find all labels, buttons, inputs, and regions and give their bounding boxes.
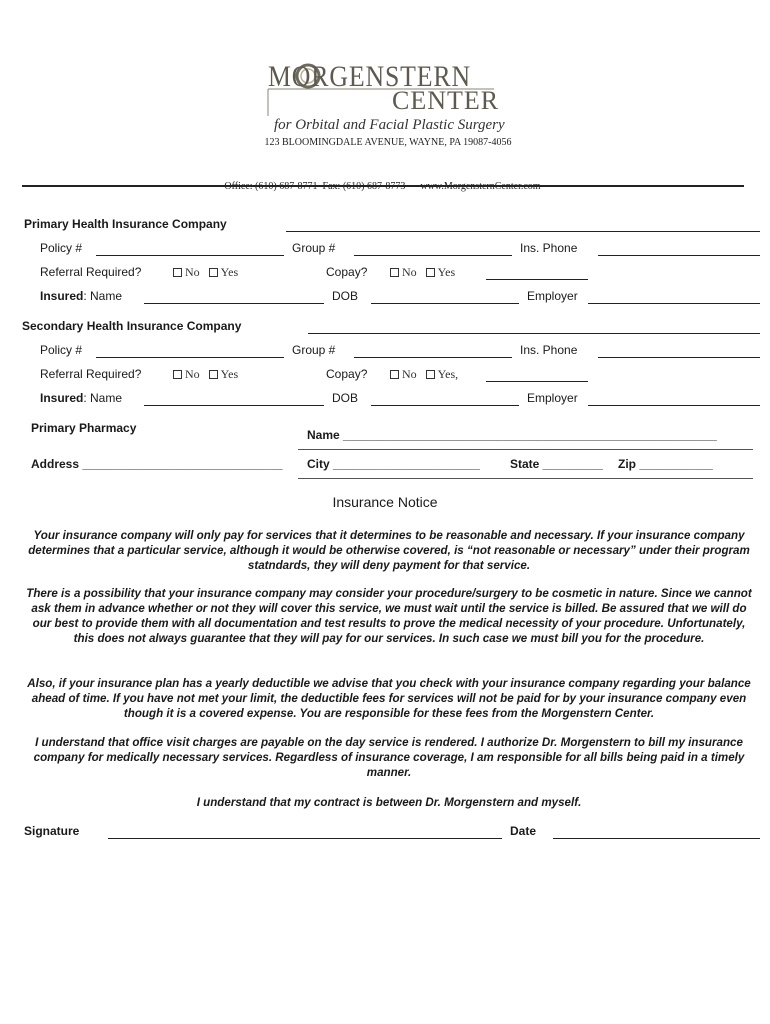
primary-copay-label: Copay? <box>326 265 368 279</box>
secondary-referral-options <box>173 367 244 382</box>
secondary-copay-yes[interactable] <box>426 367 458 381</box>
pharmacy-city-field[interactable]: City ______________________ <box>307 457 480 471</box>
logo <box>262 58 507 148</box>
primary-referral-yes[interactable] <box>209 265 238 279</box>
checkbox[interactable] <box>173 268 182 277</box>
logo-top-text: MORGENSTERN <box>268 60 471 93</box>
primary-employer-field[interactable] <box>588 303 760 304</box>
secondary-copay-options <box>390 367 464 382</box>
secondary-referral-label: Referral Required? <box>40 367 142 381</box>
secondary-dob-field[interactable] <box>371 405 519 406</box>
pharmacy-address-field[interactable]: Address ______________________________ <box>31 457 283 471</box>
secondary-group-field[interactable] <box>354 357 512 358</box>
tagline: for Orbital and Facial Plastic Surgery <box>274 117 505 133</box>
notice-paragraph-5: I understand that my contract is between Dr. Morgenstern and myself. <box>196 796 582 809</box>
checkbox[interactable] <box>173 370 182 379</box>
option-label: Yes <box>437 265 456 279</box>
date-label: Date <box>510 824 537 838</box>
primary-phone-label: Ins. Phone <box>520 241 578 255</box>
primary-copay-no[interactable] <box>390 265 417 279</box>
primary-group-label: Group # <box>292 241 336 255</box>
secondary-copay-field[interactable] <box>486 381 588 382</box>
option-label: Yes <box>220 367 239 381</box>
secondary-copay-label: Copay? <box>326 367 368 381</box>
date-field[interactable] <box>553 838 760 839</box>
contact-line: Office: (610) 687-8771 Fax: (610) 687-8773 www.MorgensternCenter.com <box>224 181 541 192</box>
option-label: No <box>185 367 200 381</box>
secondary-referral-no[interactable] <box>173 367 200 381</box>
primary-policy-field[interactable] <box>96 255 284 256</box>
insured-bold: Insured <box>40 289 84 303</box>
secondary-group-label: Group # <box>292 343 336 357</box>
option-label: Yes <box>220 265 239 279</box>
notice-paragraph-1: Your insurance company will only pay for services that it determines to be reasonable and necessary. If your insurance company determines that a particular service, although it would be otherwise covered, is “not reasonable or necessary” under their program statndards, they will deny payment for that service. <box>28 529 750 572</box>
checkbox[interactable] <box>426 370 435 379</box>
checkbox[interactable] <box>426 268 435 277</box>
secondary-employer-label: Employer <box>527 391 578 405</box>
primary-group-field[interactable] <box>354 255 512 256</box>
secondary-dob-label: DOB <box>332 391 359 405</box>
secondary-phone-field[interactable] <box>598 357 760 358</box>
primary-employer-label: Employer <box>527 289 578 303</box>
checkbox[interactable] <box>209 268 218 277</box>
insured-rest: : Name <box>83 289 123 303</box>
signature-label: Signature <box>24 824 80 838</box>
insured-bold: Insured <box>40 391 84 405</box>
secondary-insured-name-field[interactable] <box>144 405 324 406</box>
insured-rest: : Name <box>83 391 123 405</box>
pharmacy-address-rule <box>298 478 753 479</box>
primary-referral-label: Referral Required? <box>40 265 142 279</box>
primary-phone-field[interactable] <box>598 255 760 256</box>
signature-field[interactable] <box>108 838 502 839</box>
pharmacy-state-field[interactable]: State _________ <box>510 457 603 471</box>
secondary-policy-field[interactable] <box>96 357 284 358</box>
address-line: 123 BLOOMINGDALE AVENUE, WAYNE, PA 19087-4056 <box>264 137 512 148</box>
secondary-referral-yes[interactable] <box>209 367 238 381</box>
notice-paragraph-4: I understand that office visit charges are payable on the day service is rendered. I authorize Dr. Morgenstern to bill my insurance company for medically necessary services. Regardless of insurance coverage, I am responsible for all bills being paid in a timely manner. <box>33 736 745 779</box>
option-label: No <box>402 265 417 279</box>
primary-copay-yes[interactable] <box>426 265 455 279</box>
primary-insured-name-field[interactable] <box>144 303 324 304</box>
option-label: Yes, <box>437 367 459 381</box>
notice-paragraph-2: There is a possibility that your insurance company may consider your procedure/surgery to be cosmetic in nature. Since we cannot ask them in advance whether or not they will cover this service, we must wait until the service is billed. Be assured that we will do our best to provide them with all documentation and test results to prove the medical necessity of your procedure. Unfortunately, this does not always guarantee that they will pay for our services. In such case we must bill you for the procedure. <box>26 587 752 645</box>
primary-insured-label <box>40 289 122 303</box>
primary-copay-options <box>390 265 461 280</box>
secondary-policy-label: Policy # <box>40 343 83 357</box>
primary-referral-options <box>173 265 244 280</box>
primary-dob-field[interactable] <box>371 303 519 304</box>
pharmacy-name-field[interactable]: Name ________________________________________________________ <box>307 428 717 442</box>
primary-copay-field[interactable] <box>486 279 588 280</box>
pharmacy-name-rule <box>298 449 753 450</box>
notice-title: Insurance Notice <box>332 494 438 510</box>
pharmacy-title: Primary Pharmacy <box>31 421 137 435</box>
secondary-copay-no[interactable] <box>390 367 417 381</box>
primary-title: Primary Health Insurance Company <box>24 217 227 231</box>
secondary-insured-label <box>40 391 122 405</box>
checkbox[interactable] <box>390 370 399 379</box>
header-divider <box>22 185 744 187</box>
option-label: No <box>185 265 200 279</box>
secondary-title: Secondary Health Insurance Company <box>22 319 242 333</box>
primary-company-field[interactable] <box>286 231 760 232</box>
primary-policy-label: Policy # <box>40 241 83 255</box>
secondary-employer-field[interactable] <box>588 405 760 406</box>
checkbox[interactable] <box>209 370 218 379</box>
option-label: No <box>402 367 417 381</box>
primary-referral-no[interactable] <box>173 265 200 279</box>
secondary-phone-label: Ins. Phone <box>520 343 578 357</box>
notice-paragraph-3: Also, if your insurance plan has a yearly deductible we advise that you check with your insurance company regarding your balance ahead of time. If you have not met your limit, the deductible fees for services will not be paid for by your insurance company even though it is a covered expense. You are responsible for these fees from the Morgenstern Center. <box>27 677 751 720</box>
checkbox[interactable] <box>390 268 399 277</box>
pharmacy-zip-field[interactable]: Zip ___________ <box>618 457 713 471</box>
primary-dob-label: DOB <box>332 289 359 303</box>
secondary-company-field[interactable] <box>308 333 760 334</box>
logo-bottom-text: CENTER <box>392 86 500 115</box>
